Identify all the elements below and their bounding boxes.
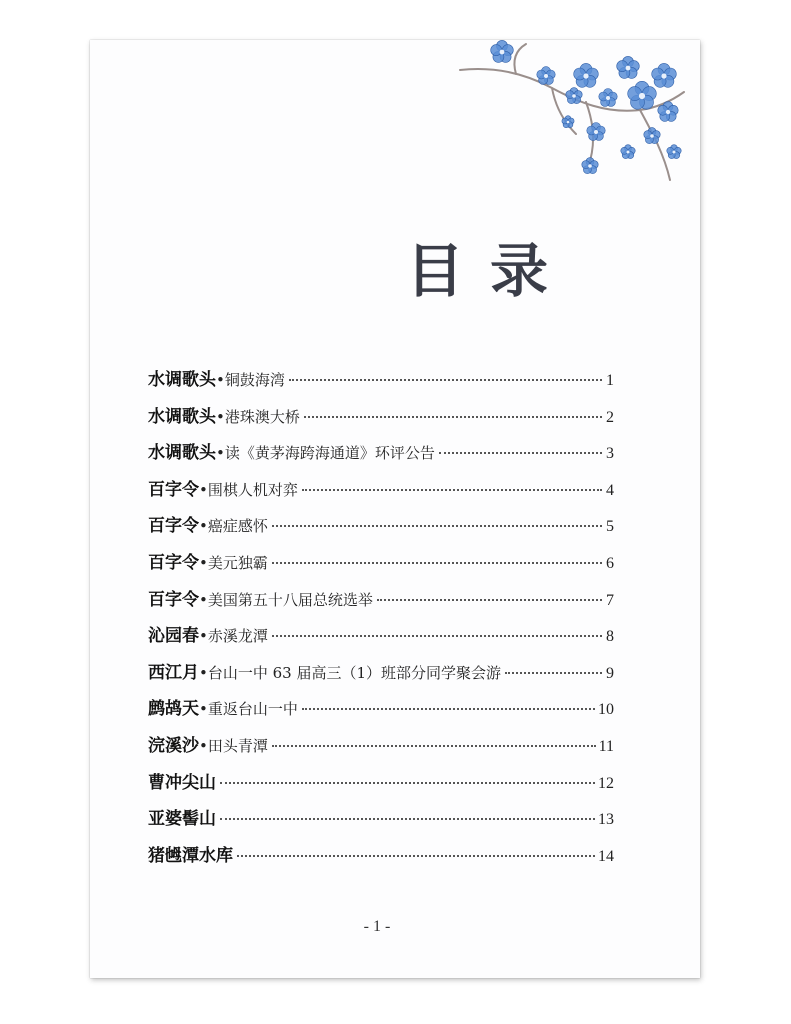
dot-leader: [289, 379, 602, 381]
entry-page-number: 13: [598, 811, 614, 829]
entry-poem-form: 沁园春: [148, 626, 199, 647]
dot-leader: [272, 635, 602, 637]
entry-poem-form: 水调歌头: [148, 406, 216, 427]
blossom-flower: [491, 40, 514, 62]
blossom-flower: [566, 88, 582, 104]
toc-entry[interactable]: [148, 508, 614, 545]
blossom-flower: [652, 63, 677, 87]
table-of-contents: [148, 362, 614, 874]
entry-page-number: 10: [598, 701, 614, 719]
entry-page-number: 4: [606, 481, 614, 499]
blossom-flower: [617, 56, 640, 78]
blossom-flower: [537, 67, 555, 85]
dot-leader: [439, 452, 602, 454]
entry-page-number: 6: [606, 554, 614, 572]
toc-entry[interactable]: [148, 691, 614, 728]
entry-page-number: 2: [606, 408, 614, 426]
toc-entry[interactable]: [148, 838, 614, 875]
blossom-flower: [628, 81, 657, 109]
entry-subtitle: •美元独霸: [199, 553, 268, 572]
toc-entry[interactable]: [148, 399, 614, 436]
entry-page-number: 12: [598, 774, 614, 792]
toc-entry[interactable]: [148, 362, 614, 399]
entry-subtitle: •重返台山一中: [199, 700, 298, 719]
dot-leader: [272, 562, 602, 564]
entry-subtitle: •铜鼓海湾: [216, 371, 285, 389]
entry-poem-form: 浣溪沙: [148, 735, 199, 756]
blossom-flower: [582, 158, 598, 174]
dot-leader: [505, 672, 602, 674]
entry-subtitle: •围棋人机对弈: [199, 480, 298, 499]
plum-blossom-illustration: [456, 40, 688, 188]
footer-page-number: - 1 -: [363, 918, 391, 935]
dot-leader: [302, 708, 595, 710]
toc-entry[interactable]: [148, 765, 614, 802]
entry-subtitle: •美国第五十八届总统选举: [199, 590, 373, 609]
entry-page-number: 1: [606, 372, 614, 389]
toc-entry[interactable]: [148, 472, 614, 509]
entry-subtitle: •台山一中 63 届高三（1）班部分同学聚会游: [199, 663, 502, 682]
entry-page-number: 11: [598, 737, 614, 755]
entry-page-number: 3: [606, 445, 614, 463]
entry-poem-form: 百字令: [148, 479, 199, 500]
toc-entry[interactable]: [148, 545, 614, 582]
page-title: 目录: [406, 237, 575, 305]
entry-poem-form: 猪乸潭水库: [148, 845, 233, 866]
dot-leader: [302, 489, 602, 491]
entry-page-number: 8: [606, 628, 614, 646]
toc-entry[interactable]: [148, 728, 614, 765]
entry-poem-form: 百字令: [148, 552, 199, 573]
entry-poem-form: 曹冲尖山: [148, 772, 216, 793]
entry-poem-form: 百字令: [148, 516, 199, 537]
toc-entry[interactable]: [148, 655, 614, 692]
dot-leader: [272, 745, 596, 747]
toc-entry[interactable]: [148, 435, 614, 472]
toc-entry[interactable]: [148, 801, 614, 838]
entry-poem-form: 水调歌头: [148, 443, 216, 464]
dot-leader: [220, 782, 595, 784]
blossom-flower: [644, 128, 660, 144]
blossom-flower: [599, 89, 617, 107]
dot-leader: [272, 525, 602, 527]
blossom-flower: [667, 145, 681, 159]
entry-poem-form: 西江月: [148, 662, 199, 683]
blossom-flower: [574, 63, 599, 87]
dot-leader: [237, 855, 595, 857]
entry-subtitle: •港珠澳大桥: [216, 407, 300, 426]
entry-page-number: 14: [598, 847, 614, 865]
entry-poem-form: 亚婆髻山: [148, 809, 216, 830]
entry-page-number: 9: [606, 664, 614, 682]
entry-page-number: 7: [606, 591, 614, 609]
entry-subtitle: •赤溪龙潭: [199, 627, 268, 646]
blossom-flower: [587, 123, 605, 141]
entry-subtitle: •癌症感怀: [199, 517, 268, 536]
toc-entry[interactable]: [148, 582, 614, 619]
entry-page-number: 5: [606, 518, 614, 536]
entry-poem-form: 鹧鸪天: [148, 699, 199, 720]
dot-leader: [304, 416, 602, 418]
dot-leader: [220, 818, 595, 820]
entry-subtitle: •读《黄茅海跨海通道》环评公告: [216, 444, 435, 463]
toc-entry[interactable]: [148, 618, 614, 655]
entry-poem-form: 水调歌头: [148, 370, 216, 390]
blossom-flower: [621, 145, 635, 159]
entry-subtitle: •田头青潭: [199, 736, 268, 755]
entry-poem-form: 百字令: [148, 589, 199, 610]
dot-leader: [377, 599, 602, 601]
